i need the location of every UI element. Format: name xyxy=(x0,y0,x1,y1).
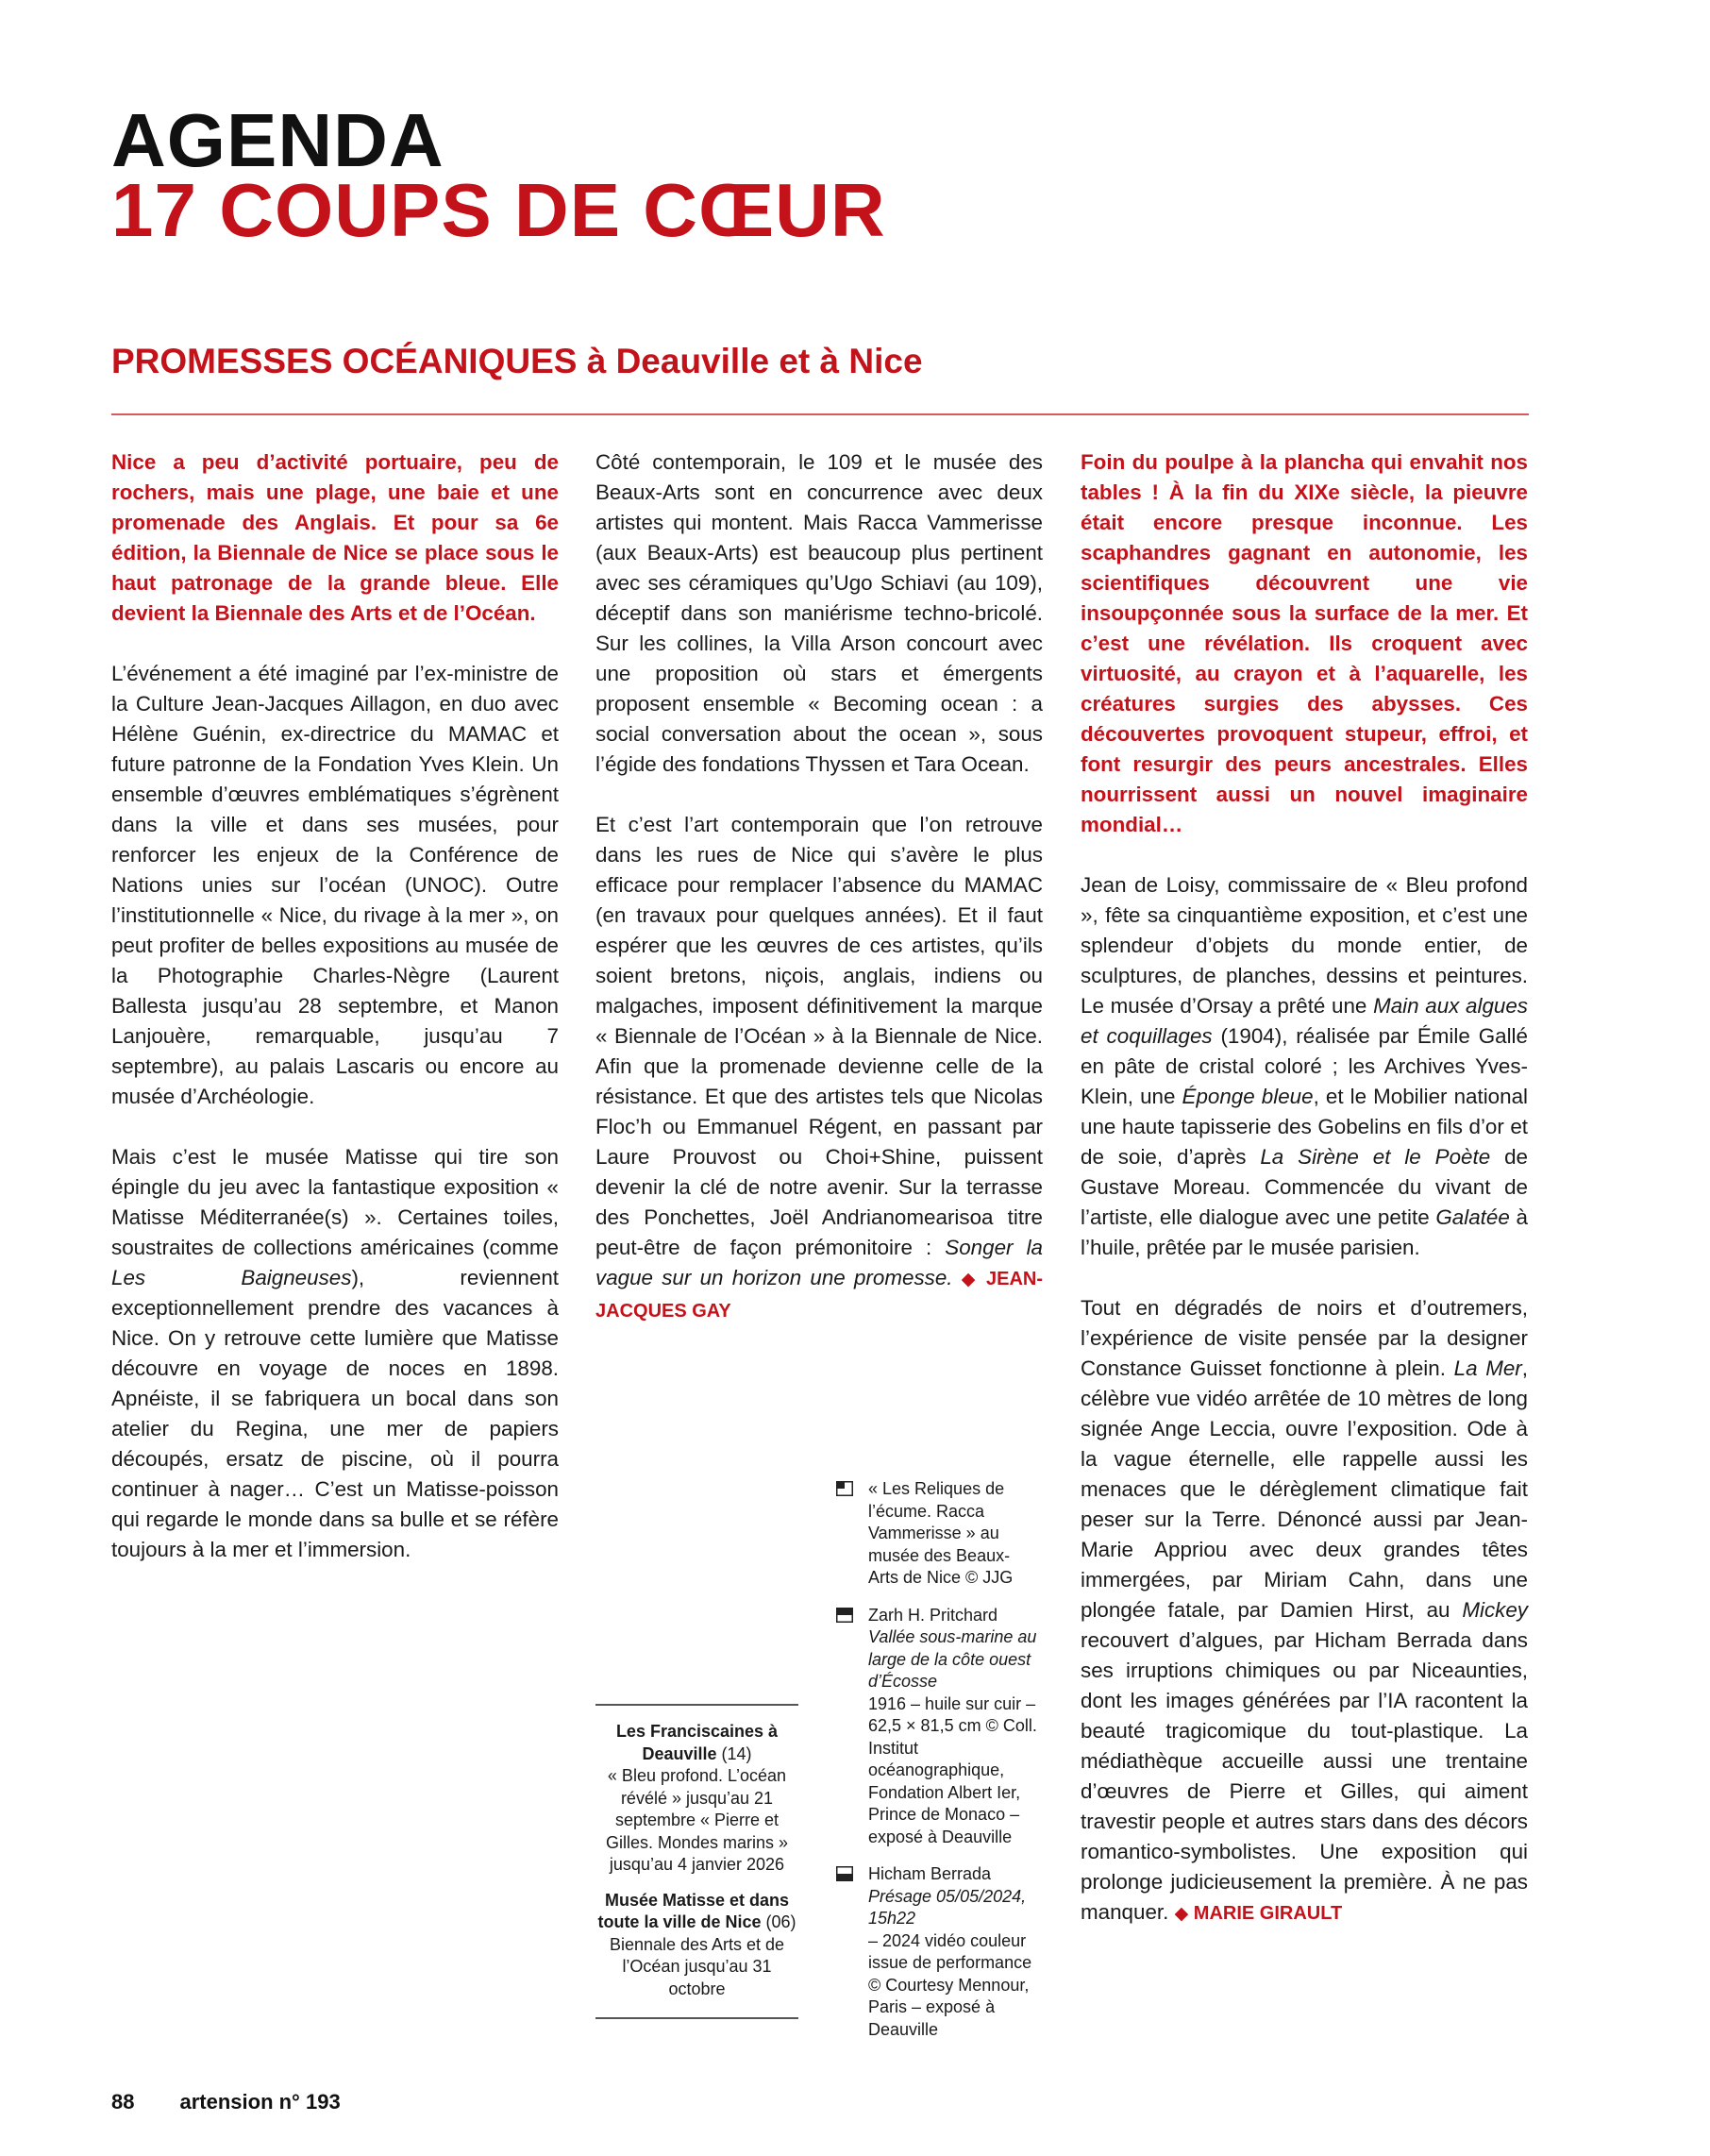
venue-department: (14) xyxy=(716,1743,752,1763)
text-run: (1904), réalisée par Émile Gallé en pâte de cristal coloré ; les Archives Yves-Klein, une xyxy=(1081,1024,1528,1108)
artwork-title: Éponge bleue xyxy=(1182,1085,1314,1108)
photo-position-icon xyxy=(836,1866,853,1881)
venue-line xyxy=(595,1721,798,1765)
credit-artwork-title: Présage 05/05/2024, 15h22 xyxy=(868,1886,1027,1928)
author-name: MARIE GIRAULT xyxy=(1193,1903,1343,1924)
credit-artwork-title: Vallée sous-marine au large de la côte ouest d’Écosse xyxy=(868,1627,1037,1691)
venue-name: Les Franciscaines à Deauville xyxy=(615,1722,779,1763)
photo-credit xyxy=(836,1478,1039,1590)
text-run: , célèbre vue vidéo arrêtée de 10 mètres de long signée Ange Leccia, ouvre l’exposition. Ode à la vague éternelle, elle rappelle aussi les menaces que le dérèglement climatique fait peser sur la Terre. Dénoncé aussi par Jean-Marie Appriou avec deux grandes têtes immergées, par Miriam Cahn, dans une plongée fatale, par Damien Hirst, au xyxy=(1081,1356,1528,1622)
venue-exhibitions: « Bleu profond. L’océan révélé » jusqu’au 21 septembre « Pierre et Gilles. Mondes marins » jusqu’au 4 janvier 2026 xyxy=(605,1766,789,1874)
text-run: Mais c’est le musée Matisse qui tire son épingle du jeu avec la fantastique exposition « Matisse Méditerranée(s) ». Certaines toiles, soustraites de collections américaines (comme xyxy=(111,1145,559,1259)
text-run: , et le Mobilier national une haute tapisserie des Gobelins en fils d’or et de soie, d’après xyxy=(1081,1085,1528,1169)
header-coups-de-coeur: 17 COUPS DE CŒUR xyxy=(111,168,886,252)
text-run: Tout en dégradés de noirs et d’outremers, l’expérience de visite pensée par la designer Constance Guisset fonctionne à plein. xyxy=(1081,1296,1528,1380)
section-title xyxy=(111,342,923,381)
artwork-title: La Sirène et le Poète xyxy=(1260,1145,1491,1169)
header-agenda: AGENDA xyxy=(111,98,444,182)
photo-credit xyxy=(836,1605,1039,1849)
diamond-icon: ◆ xyxy=(961,1270,979,1289)
article-column-2 xyxy=(595,447,1043,1356)
lead-paragraph-deauville: Foin du poulpe à la plancha qui envahit nos tables ! À la fin du XIXe siècle, la pieuvre était encore presque inconnue. Les scaphandres gagnant en autonomie, les scientifiques découvrent une vie insoupçonnée sous la surface de la mer. Et c’est une révélation. Ils croquent avec virtuosité, au crayon et à l’aquarelle, les créatures surgies des abysses. Ces découvertes provoquent stupeur, effroi, et font resurgir des peurs ancestrales. Elles nourrissent aussi un nouvel imaginaire mondial… xyxy=(1081,450,1528,836)
author-signature xyxy=(1175,1903,1343,1924)
venue-block xyxy=(595,1890,798,2001)
credit-detail: 1916 – huile sur cuir – 62,5 × 81,5 cm © Coll. Institut océanographique, Fondation Albert Ier, Prince de Monaco – exposé à Deauville xyxy=(868,1693,1037,1846)
author-name: JEAN-JACQUES GAY xyxy=(595,1269,1043,1322)
artwork-title: Les Baigneuses xyxy=(111,1266,352,1289)
text-run: à l’huile, prêtée par le musée parisien. xyxy=(1081,1205,1528,1259)
body-paragraph xyxy=(111,1142,559,1565)
page-number: 88 xyxy=(111,2090,135,2114)
body-paragraph: L’événement a été imaginé par l’ex-ministre de la Culture Jean-Jacques Aillagon, en duo avec Hélène Guénin, ex-directrice du MAMAC et future patronne de la Fondation Yves Klein. Un ensemble d’œuvres emblématiques s’égrènent dans la ville et dans ses musées, pour renforcer les enjeux de la Conférence de Nations unies sur l’océan (UNOC). Outre l’institutionnelle « Nice, du rivage à la mer », on peut profiter de belles expositions au musée de la Photographie Charles-Nègre (Laurent Ballesta jusqu’au 28 septembre, et Manon Lanjouère, remarquable, jusqu’au 7 septembre), au palais Lascaris ou encore au musée d’Archéologie. xyxy=(111,662,559,1108)
text-run: recouvert d’algues, par Hicham Berrada dans ses irruptions chimiques ou par Niceaunties, dont les images générées par l’IA racontent la beauté tragicomique du tout-plastique. La médiathèque accueille aussi une trentaine d’œuvres de Pierre et Gilles, qui aiment travestir people et autres stars dans des décors romantico-symbolistes. Une exposition qui prolonge judicieusement la première. À ne pas manquer. xyxy=(1081,1628,1528,1924)
credit-detail: – 2024 vidéo couleur issue de performance © Courtesy Mennour, Paris – exposé à Deauville xyxy=(868,1930,1032,2039)
artwork-title: Main aux algues et coquillages xyxy=(1081,994,1528,1048)
venue-exhibitions: Biennale des Arts et de l’Océan jusqu’au 31 octobre xyxy=(609,1934,785,1998)
credit-text: « Les Reliques de l’écume. Racca Vammerisse » au musée des Beaux-Arts de Nice © JJG xyxy=(868,1479,1014,1587)
section-title-location: à Deauville et à Nice xyxy=(577,342,923,380)
text-run: Jean de Loisy, commissaire de « Bleu profond », fête sa cinquantième exposition, et c’est une splendeur d’objets du monde entier, de sculptures, de planches, dessins et peintures. Le musée d’Orsay a prêté une xyxy=(1081,873,1528,1018)
venue-block xyxy=(595,1721,798,1877)
lead-paragraph-nice: Nice a peu d’activité portuaire, peu de rochers, mais une plage, une baie et une promenade des Anglais. Et pour sa 6e édition, la Biennale de Nice se place sous le haut patronage de la grande bleue. Elle devient la Biennale des Arts et de l’Océan. xyxy=(111,450,559,625)
credit-artist: Zarh H. Pritchard xyxy=(868,1605,998,1625)
credit-title-line xyxy=(868,1886,1039,2042)
artwork-title: Songer la vague sur un horizon une promesse. xyxy=(595,1236,1043,1289)
artwork-title: Mickey xyxy=(1462,1598,1528,1622)
body-paragraph: Côté contemporain, le 109 et le musée des Beaux-Arts sont en concurrence avec deux artistes qui montent. Mais Racca Vammerisse (aux Beaux-Arts) est beaucoup plus pertinent avec ses céramiques qu’Ugo Schiavi (au 109), déceptif dans son maniérisme techno-bricolé. Sur les collines, la Villa Arson concourt avec une proposition où stars et émergents proposent ensemble « Becoming ocean : a social conversation about the ocean », sous l’égide des fondations Thyssen et Tara Ocean. xyxy=(595,450,1043,776)
article-column-1 xyxy=(111,447,559,1595)
credit-artist: Hicham Berrada xyxy=(868,1864,992,1883)
photo-position-icon xyxy=(836,1481,853,1496)
venue-department: (06) xyxy=(761,1912,796,1931)
text-run: Et c’est l’art contemporain que l’on retrouve dans les rues de Nice qui s’avère le plus efficace pour remplacer l’absence du MAMAC (en travaux pour quelques années). Et il faut espérer que les œuvres de ces artistes, qu’ils soient bretons, niçois, anglais, indiens ou malgaches, imposent définitivement la marque « Biennale de l’Océan » à la Biennale de Nice. Afin que la promenade devienne celle de la résistance. Et que des artistes tels que Nicolas Floc’h ou Emmanuel Régent, en passant par Laure Prouvost ou Choi+Shine, puissent devenir la clé de notre avenir. Sur la terrasse des Ponchettes, Joël Andrianomearisoa titre peut-être de façon prémonitoire : xyxy=(595,813,1043,1259)
magazine-issue: artension n° 193 xyxy=(179,2090,341,2114)
exhibition-info-box xyxy=(595,1704,798,2019)
article-column-3 xyxy=(1081,447,1528,1960)
body-paragraph xyxy=(1081,870,1528,1263)
diamond-icon: ◆ xyxy=(1174,1904,1189,1924)
page-footer xyxy=(111,2090,341,2114)
venue-name: Musée Matisse et dans toute la ville de Nice xyxy=(597,1890,790,1931)
photo-position-icon xyxy=(836,1608,853,1623)
photo-credit xyxy=(836,1863,1039,2041)
text-run: ), reviennent exceptionnellement prendre des vacances à Nice. On y retrouve cette lumière que Matisse découvre en voyage de noces en 1898. Apnéiste, il se fabriquera un bocal dans son atelier du Regina, une mer de papiers découpés, ersatz de piscine, où il pourra continuer à nager… C’est un Matisse-poisson qui regarde le monde dans sa bulle et se réfère toujours à la mer et l’immersion. xyxy=(111,1266,559,1561)
artwork-title: Galatée xyxy=(1435,1205,1510,1229)
venue-line xyxy=(595,1890,798,1934)
body-paragraph xyxy=(1081,1293,1528,1929)
body-paragraph xyxy=(595,810,1043,1326)
section-divider xyxy=(111,413,1529,415)
artwork-title: La Mer xyxy=(1453,1356,1522,1380)
page-header xyxy=(111,98,886,252)
photo-credits xyxy=(836,1478,1039,2056)
section-title-main: PROMESSES OCÉANIQUES xyxy=(111,342,578,380)
text-run: de Gustave Moreau. Commencée du vivant de l’artiste, elle dialogue avec une petite xyxy=(1081,1145,1528,1229)
